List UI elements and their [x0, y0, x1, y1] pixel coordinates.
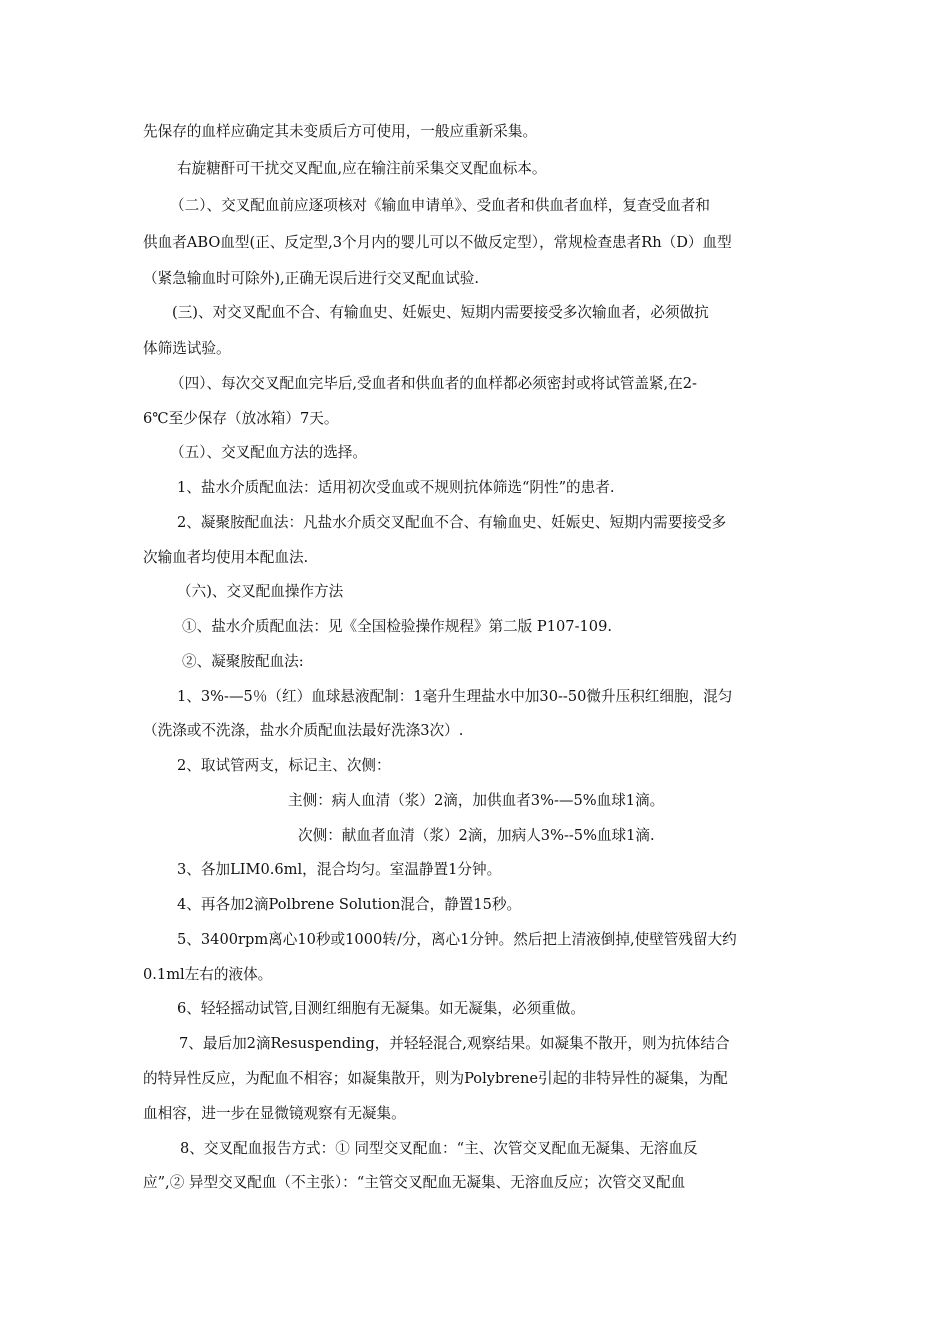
text-line: (三)、对交叉配血不合、有输血史、妊娠史、短期内需要接受多次输血者，必须做抗 — [172, 304, 709, 321]
text-line: ②、凝聚胺配血法: — [182, 653, 304, 670]
text-line: 4、再各加2滴Polbrene Solution混合，静置15秒。 — [177, 896, 522, 913]
text-line: 5、3400rpm离心10秒或1000转/分，离心1分钟。然后把上清液倒掉,使壁管残留大约 — [177, 931, 737, 948]
text-line: （四）、每次交叉配血完毕后,受血者和供血者的血样都必须密封或将试管盖紧,在2- — [170, 375, 697, 392]
text-line: 的特异性反应，为配血不相容；如凝集散开，则为Polybrene引起的非特异性的凝集，为配 — [143, 1070, 728, 1087]
text-line: ①、盐水介质配血法：见《全国检验操作规程》第二版 P107-109. — [182, 618, 612, 635]
text-line: 先保存的血样应确定其未变质后方可使用，一般应重新采集。 — [143, 123, 538, 140]
text-line: （洗涤或不洗涤，盐水介质配血法最好洗涤3次）. — [143, 722, 464, 739]
text-line: 2、取试管两支，标记主、次侧： — [177, 757, 391, 774]
text-line: 0.1ml左右的液体。 — [143, 966, 273, 983]
text-line: 6℃至少保存（放冰箱）7天。 — [143, 410, 339, 427]
text-line: 3、各加LIM0.6ml，混合均匀。室温静置1分钟。 — [177, 861, 502, 878]
text-line: 6、轻轻摇动试管,目测红细胞有无凝集。如无凝集，必须重做。 — [177, 1000, 585, 1017]
text-line: （二）、交叉配血前应逐项核对《输血申请单》、受血者和供血者血样，复查受血者和 — [170, 197, 710, 214]
text-line: （五）、交叉配血方法的选择。 — [170, 444, 368, 461]
text-line: 右旋糖酐可干扰交叉配血,应在输注前采集交叉配血标本。 — [177, 160, 547, 177]
text-line: 供血者ABO血型(正、反定型,3个月内的婴儿可以不做反定型），常规检查患者Rh（D）血型 — [143, 234, 732, 251]
text-line: （六)、交叉配血操作方法 — [177, 583, 344, 600]
text-line: 8、交叉配血报告方式：① 同型交叉配血：“主、次管交叉配血无凝集、无溶血反 — [180, 1140, 698, 1157]
text-line: 次侧：献血者血清（浆）2滴，加病人3%--5%血球1滴. — [298, 827, 655, 844]
text-line: 1、盐水介质配血法：适用初次受血或不规则抗体筛选“阴性”的患者. — [177, 479, 615, 496]
text-line: （紧急输血时可除外),正确无误后进行交叉配血试验. — [143, 270, 480, 287]
text-line: 体筛选试验。 — [143, 340, 231, 357]
text-line: 1、3%-—5％（红）血球悬液配制：1毫升生理盐水中加30--50微升压积红细胞，混匀 — [177, 688, 733, 705]
text-line: 2、凝聚胺配血法：凡盐水介质交叉配血不合、有输血史、妊娠史、短期内需要接受多 — [177, 514, 727, 531]
text-line: 应”,② 异型交叉配血（不主张）：“主管交叉配血无凝集、无溶血反应；次管交叉配血 — [143, 1174, 686, 1191]
text-line: 7、最后加2滴Resuspending，并轻轻混合,观察结果。如凝集不散开，则为抗体结合 — [179, 1035, 730, 1052]
text-line: 血相容，进一步在显微镜观察有无凝集。 — [143, 1105, 406, 1122]
text-line: 主侧：病人血清（浆）2滴，加供血者3%-—5%血球1滴。 — [288, 792, 665, 809]
text-line: 次输血者均使用本配血法. — [143, 549, 309, 566]
